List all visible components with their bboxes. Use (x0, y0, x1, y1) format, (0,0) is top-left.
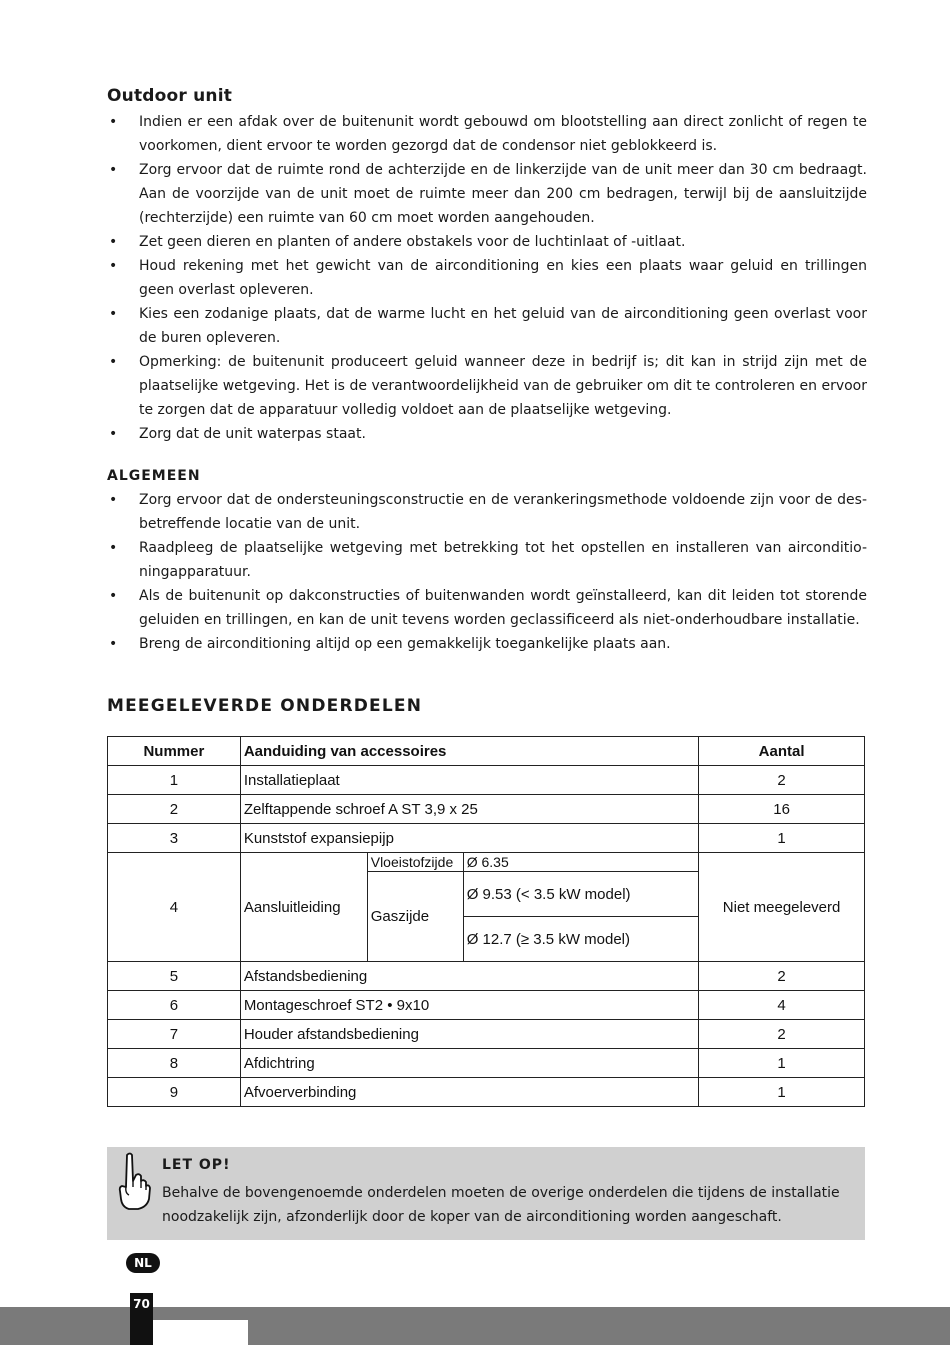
note-title: LET OP! (162, 1157, 231, 1173)
row-description: Zelftappende schroef A ST 3,9 x 25 (240, 795, 698, 824)
row-quantity: 1 (699, 824, 865, 853)
accessories-table (107, 736, 865, 1107)
row-number: 1 (108, 766, 241, 795)
table-row (108, 1078, 865, 1107)
note-box (107, 1147, 865, 1240)
row-description: Houder afstandsbediening (240, 1020, 698, 1049)
row-number: 6 (108, 991, 241, 1020)
row-description: Afvoerverbinding (240, 1078, 698, 1107)
outdoor-unit-heading: Outdoor unit (107, 86, 233, 106)
list-item: • Breng de airconditioning altijd op een gemakkelijk toegankelijke plaats aan. (107, 632, 867, 656)
outdoor-unit-list (107, 110, 867, 446)
list-item: • Zorg ervoor dat de ruimte rond de achterzijde en de linkerzijde van de unit meer dan 30 cm bedraagt. Aan de voorzijde van de unit moet de ruimte meer dan 200 cm bedragen, terwijl bij de aansluitzijde (rechterzijde) een ruimte van 60 cm moet worden aangehouden. (107, 158, 867, 230)
list-item: • Als de buitenunit op dakconstructies of buitenwanden wordt geïnstalleerd, kan dit leiden tot storende geluiden en trillingen, en kan de unit tevens worden geclassificeerd als niet-onderhoudbare installatie. (107, 584, 867, 632)
list-item: • Zet geen dieren en planten of andere obstakels voor de luchtinlaat of -uitlaat. (107, 230, 867, 254)
table-header-row (108, 737, 865, 766)
row-quantity: 2 (699, 766, 865, 795)
table-row (108, 766, 865, 795)
gaszijde-value-small: Ø 9.53 (< 3.5 kW model) (463, 872, 698, 917)
footer-tab (153, 1320, 248, 1345)
note-text: Behalve de bovengenoemde onderdelen moeten de overige onderdelen die tijdens de installatie noodzakelijk zijn, afzonderlijk door de koper van de airconditioning worden aangeschaft. (162, 1185, 840, 1225)
list-item: • Zorg ervoor dat de ondersteuningsconstructie en de verankeringsmethode voldoende zijn voor de des-betreffende locatie van de unit. (107, 488, 867, 536)
row-description: Afdichtring (240, 1049, 698, 1078)
page-number: 70 (130, 1293, 153, 1345)
row-number: 2 (108, 795, 241, 824)
list-item: • Zorg dat de unit waterpas staat. (107, 422, 867, 446)
row-quantity: 2 (699, 1020, 865, 1049)
table-row (108, 824, 865, 853)
list-item: • Raadpleeg de plaatselijke wetgeving met betrekking tot het opstellen en installeren van airconditio-ningapparatuur. (107, 536, 867, 584)
algemeen-heading: ALGEMEEN (107, 468, 201, 484)
pointing-hand-icon (113, 1151, 153, 1213)
row-quantity: 1 (699, 1049, 865, 1078)
header-aantal: Aantal (699, 737, 865, 766)
page-content (107, 86, 867, 1107)
row-quantity: 16 (699, 795, 865, 824)
table-row (108, 991, 865, 1020)
list-item: • Indien er een afdak over de buitenunit wordt gebouwd om blootstelling aan direct zonlicht of regen te voorkomen, dient ervoor te worden gezorgd dat de condensor niet geblokkeerd is. (107, 110, 867, 158)
row-quantity: 1 (699, 1078, 865, 1107)
table-row (108, 853, 865, 872)
table-row (108, 962, 865, 991)
header-aanduiding: Aanduiding van accessoires (240, 737, 698, 766)
row-description: Aansluitleiding (240, 853, 367, 962)
list-item: • Opmerking: de buitenunit produceert geluid wanneer deze in bedrijf is; dit kan in strijd zijn met de plaatselijke wetgeving. Het is de verantwoordelijkheid van de gebruiker om dit te controleren en ervoor te zorgen dat de apparatuur volledig voldoet aan de plaatselijke wetgeving. (107, 350, 867, 422)
table-row (108, 1049, 865, 1078)
row-quantity: 2 (699, 962, 865, 991)
list-item: • Kies een zodanige plaats, dat de warme lucht en het geluid van de airconditioning geen overlast voor de buren opleveren. (107, 302, 867, 350)
vloeistofzijde-label: Vloeistofzijde (367, 853, 463, 872)
row-description: Installatieplaat (240, 766, 698, 795)
vloeistofzijde-value: Ø 6.35 (463, 853, 698, 872)
algemeen-list (107, 488, 867, 656)
row-number: 5 (108, 962, 241, 991)
row-number: 4 (108, 853, 241, 962)
row-number: 8 (108, 1049, 241, 1078)
header-nummer: Nummer (108, 737, 241, 766)
row-quantity: Niet meegeleverd (699, 853, 865, 962)
row-description: Montageschroef ST2 • 9x10 (240, 991, 698, 1020)
row-quantity: 4 (699, 991, 865, 1020)
table-row (108, 1020, 865, 1049)
row-number: 3 (108, 824, 241, 853)
parts-heading: MEEGELEVERDE ONDERDELEN (107, 696, 423, 716)
row-description: Kunststof expansiepijp (240, 824, 698, 853)
gaszijde-label: Gaszijde (367, 872, 463, 962)
table-row (108, 795, 865, 824)
language-badge: NL (126, 1253, 160, 1273)
gaszijde-value-large: Ø 12.7 (≥ 3.5 kW model) (463, 917, 698, 962)
list-item: • Houd rekening met het gewicht van de airconditioning en kies een plaats waar geluid en trillingen geen overlast opleveren. (107, 254, 867, 302)
row-number: 9 (108, 1078, 241, 1107)
row-number: 7 (108, 1020, 241, 1049)
row-description: Afstandsbediening (240, 962, 698, 991)
